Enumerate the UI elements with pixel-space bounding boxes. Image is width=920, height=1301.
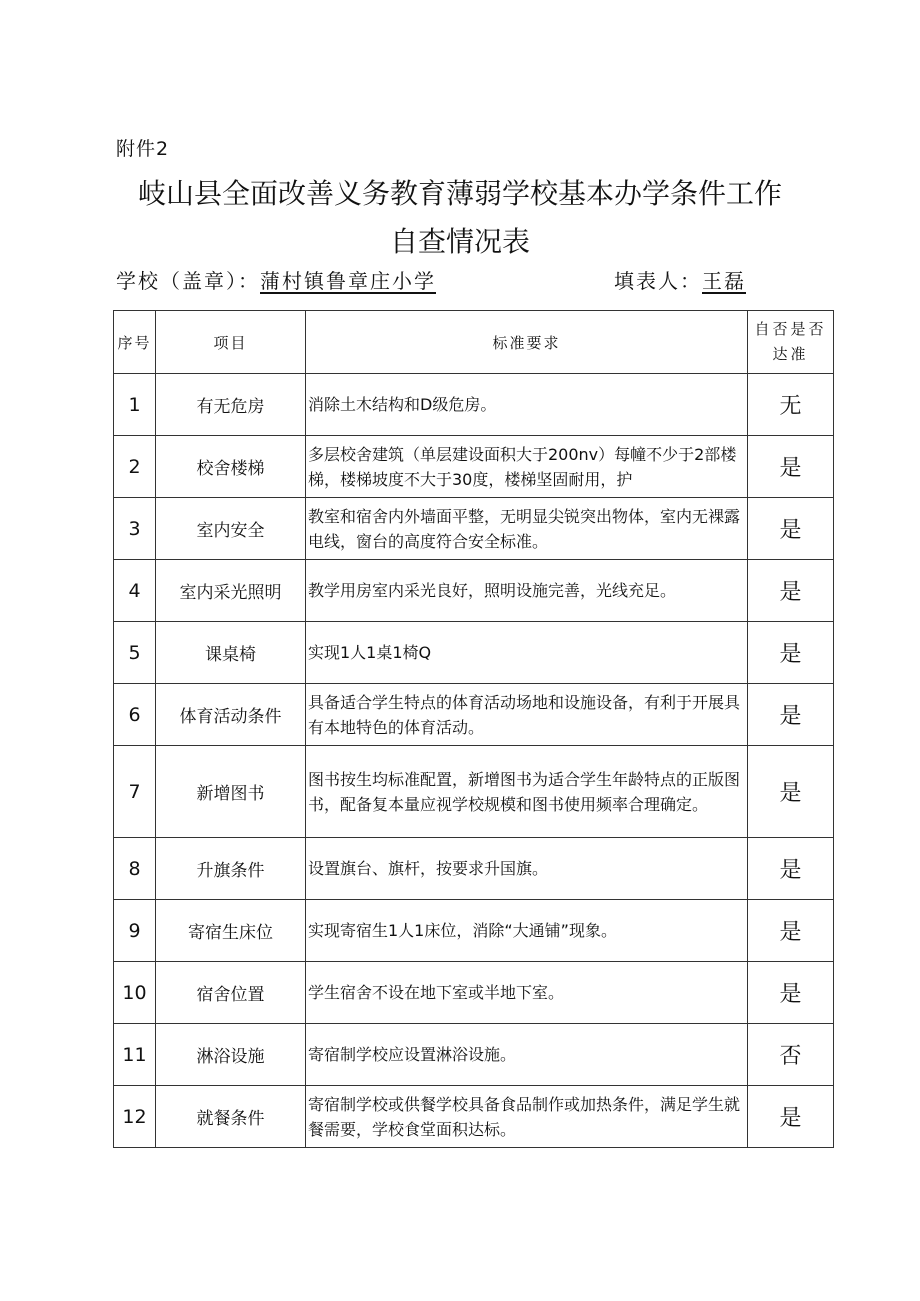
inspection-table [113, 310, 834, 1148]
table-header-row [114, 311, 834, 374]
col-header-standard: 标准要求 [306, 311, 748, 374]
table-row [114, 684, 834, 746]
row-item: 校舍楼梯 [156, 436, 306, 498]
school-field [116, 265, 436, 294]
row-standard: 学生宿舍不设在地下室或半地下室。 [306, 962, 748, 1024]
row-number: 3 [114, 498, 156, 560]
col-header-seq: 序号 [114, 311, 156, 374]
row-number: 7 [114, 746, 156, 838]
row-number: 6 [114, 684, 156, 746]
table-row [114, 374, 834, 436]
row-result: 是 [748, 436, 834, 498]
filler-value: 王磊 [702, 269, 746, 293]
row-standard: 设置旗台、旗杆，按要求升国旗。 [306, 838, 748, 900]
row-standard: 消除土木结构和D级危房。 [306, 374, 748, 436]
row-item: 室内安全 [156, 498, 306, 560]
row-result: 是 [748, 684, 834, 746]
table-row [114, 622, 834, 684]
row-item: 宿舍位置 [156, 962, 306, 1024]
row-result: 是 [748, 622, 834, 684]
row-result: 无 [748, 374, 834, 436]
row-standard: 教室和宿舍内外墙面平整，无明显尖锐突出物体，室内无裸露电线，窗台的高度符合安全标准。 [306, 498, 748, 560]
table-row [114, 1086, 834, 1148]
row-number: 12 [114, 1086, 156, 1148]
attachment-label: 附件2 [116, 138, 170, 160]
row-standard: 多层校舍建筑（单层建设面积大于200nv）每幢不少于2部楼梯，楼梯坡度不大于30度，楼梯坚固耐用，护 [306, 436, 748, 498]
table-row [114, 838, 834, 900]
school-label: 学校（盖章）： [116, 269, 260, 293]
row-standard: 具备适合学生特点的体育活动场地和设施设备，有利于开展具有本地特色的体育活动。 [306, 684, 748, 746]
filler-label: 填表人： [614, 269, 702, 293]
row-number: 11 [114, 1024, 156, 1086]
row-result: 是 [748, 746, 834, 838]
table-row [114, 498, 834, 560]
row-item: 有无危房 [156, 374, 306, 436]
row-standard: 寄宿制学校应设置淋浴设施。 [306, 1024, 748, 1086]
table-row [114, 900, 834, 962]
page-subtitle: 自查情况表 [389, 225, 530, 258]
page-title: 岐山县全面改善义务教育薄弱学校基本办学条件工作 [137, 177, 782, 210]
row-number: 5 [114, 622, 156, 684]
table-row [114, 1024, 834, 1086]
row-number: 9 [114, 900, 156, 962]
row-result: 是 [748, 498, 834, 560]
row-number: 2 [114, 436, 156, 498]
row-standard: 寄宿制学校或供餐学校具备食品制作或加热条件，满足学生就餐需要，学校食堂面积达标。 [306, 1086, 748, 1148]
row-result: 否 [748, 1024, 834, 1086]
row-standard: 实现寄宿生1人1床位，消除“大通铺”现象。 [306, 900, 748, 962]
row-item: 体育活动条件 [156, 684, 306, 746]
table-row [114, 962, 834, 1024]
col-header-result: 自否是否达准 [748, 311, 834, 374]
row-item: 淋浴设施 [156, 1024, 306, 1086]
row-number: 10 [114, 962, 156, 1024]
row-standard: 图书按生均标准配置，新增图书为适合学生年龄特点的正版图书，配备复本量应视学校规模和图书使用频率合理确定。 [306, 746, 748, 838]
row-result: 是 [748, 838, 834, 900]
row-number: 8 [114, 838, 156, 900]
row-result: 是 [748, 900, 834, 962]
filler-field [614, 265, 746, 294]
row-item: 寄宿生床位 [156, 900, 306, 962]
row-result: 是 [748, 1086, 834, 1148]
school-value: 蒲村镇鲁章庄小学 [260, 269, 436, 293]
row-number: 4 [114, 560, 156, 622]
row-item: 新增图书 [156, 746, 306, 838]
row-item: 就餐条件 [156, 1086, 306, 1148]
row-number: 1 [114, 374, 156, 436]
row-result: 是 [748, 962, 834, 1024]
row-standard: 实现1人1桌1椅Q [306, 622, 748, 684]
row-item: 室内采光照明 [156, 560, 306, 622]
row-result: 是 [748, 560, 834, 622]
row-item: 课桌椅 [156, 622, 306, 684]
table-row [114, 436, 834, 498]
row-standard: 教学用房室内采光良好，照明设施完善，光线充足。 [306, 560, 748, 622]
table-row [114, 560, 834, 622]
row-item: 升旗条件 [156, 838, 306, 900]
table-row [114, 746, 834, 838]
col-header-item: 项目 [156, 311, 306, 374]
